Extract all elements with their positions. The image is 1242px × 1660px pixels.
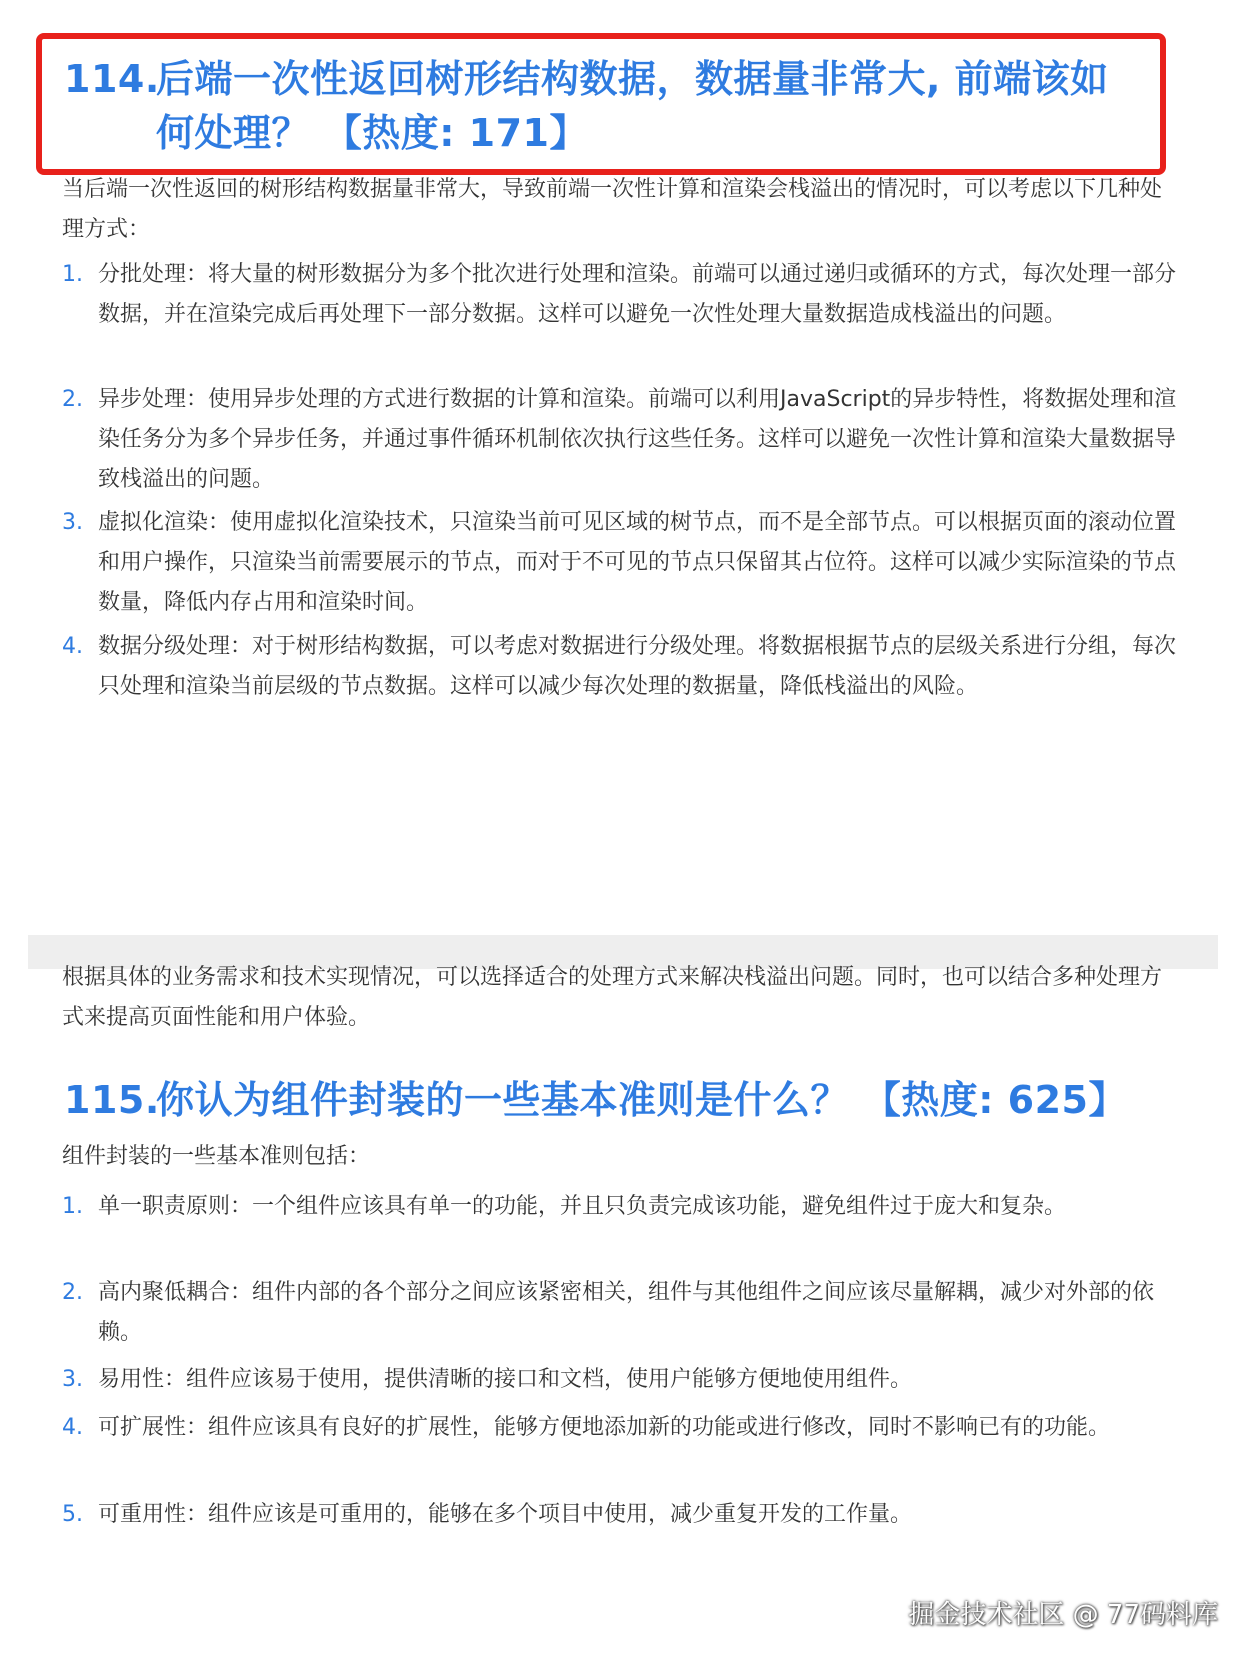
list-text: 可扩展性：组件应该具有良好的扩展性，能够方便地添加新的功能或进行修改，同时不影响已有的功能。 bbox=[98, 1415, 1111, 1440]
list-index: 4. bbox=[62, 1415, 83, 1440]
list-index: 5. bbox=[62, 1502, 83, 1527]
list-index: 3. bbox=[62, 510, 83, 535]
conclusion-paragraph: 根据具体的业务需求和技术实现情况，可以选择适合的处理方式来解决栈溢出问题。同时，也可以结合多种处理方式来提高页面性能和用户体验。 bbox=[62, 965, 1163, 1030]
list-text: 数据分级处理：对于树形结构数据，可以考虑对数据进行分级处理。将数据根据节点的层级关系进行分组，每次只处理和渲染当前层级的节点数据。这样可以减少每次处理的数据量，降低栈溢出的风险。 bbox=[98, 634, 1177, 699]
intro-paragraph: 当后端一次性返回的树形结构数据量非常大，导致前端一次性计算和渲染会栈溢出的情况时，可以考虑以下几种处理方式： bbox=[62, 177, 1163, 242]
list-index: 3. bbox=[62, 1367, 83, 1392]
list-text: 虚拟化渲染：使用虚拟化渲染技术，只渲染当前可见区域的树节点，而不是全部节点。可以根据页面的滚动位置和用户操作，只渲染当前需要展示的节点，而对于不可见的节点只保留其占位符。这样可以减少实际渲染的节点数量，降低内存占用和渲染时间。 bbox=[98, 510, 1177, 615]
list-text: 单一职责原则：一个组件应该具有单一的功能，并且只负责完成该功能，避免组件过于庞大和复杂。 bbox=[98, 1194, 1067, 1219]
list-text: 易用性：组件应该易于使用，提供清晰的接口和文档，使用户能够方便地使用组件。 bbox=[98, 1367, 913, 1392]
list-index: 1. bbox=[62, 262, 83, 287]
question-title-text: 你认为组件封装的一些基本准则是什么？ 【热度: 625】 bbox=[156, 1078, 1127, 1122]
list-text: 可重用性：组件应该是可重用的，能够在多个项目中使用，减少重复开发的工作量。 bbox=[98, 1502, 913, 1527]
watermark: 掘金技术社区 @ 77码料库 bbox=[908, 1600, 1218, 1630]
list-index: 2. bbox=[62, 387, 83, 412]
list-index: 2. bbox=[62, 1280, 83, 1305]
list-text: 高内聚低耦合：组件内部的各个部分之间应该紧密相关，组件与其他组件之间应该尽量解耦，减少对外部的依赖。 bbox=[98, 1280, 1155, 1345]
intro-paragraph: 组件封装的一些基本准则包括： bbox=[62, 1144, 371, 1169]
question-title-text: 后端一次性返回树形结构数据，数据量非常大, 前端该如何处理？ 【热度: 171】 bbox=[156, 57, 1109, 155]
list-index: 1. bbox=[62, 1194, 83, 1219]
list-index: 4. bbox=[62, 634, 83, 659]
question-number: 115. bbox=[64, 1078, 160, 1122]
question-number: 114. bbox=[64, 57, 160, 101]
list-text: 异步处理：使用异步处理的方式进行数据的计算和渲染。前端可以利用JavaScript的异步特性，将数据处理和渲染任务分为多个异步任务，并通过事件循环机制依次执行这些任务。这样可以避免一次性计算和渲染大量数据导致栈溢出的问题。 bbox=[98, 387, 1177, 492]
list-text: 分批处理：将大量的树形数据分为多个批次进行处理和渲染。前端可以通过递归或循环的方式，每次处理一部分数据，并在渲染完成后再处理下一部分数据。这样可以避免一次性处理大量数据造成栈溢出的问题。 bbox=[98, 262, 1177, 327]
